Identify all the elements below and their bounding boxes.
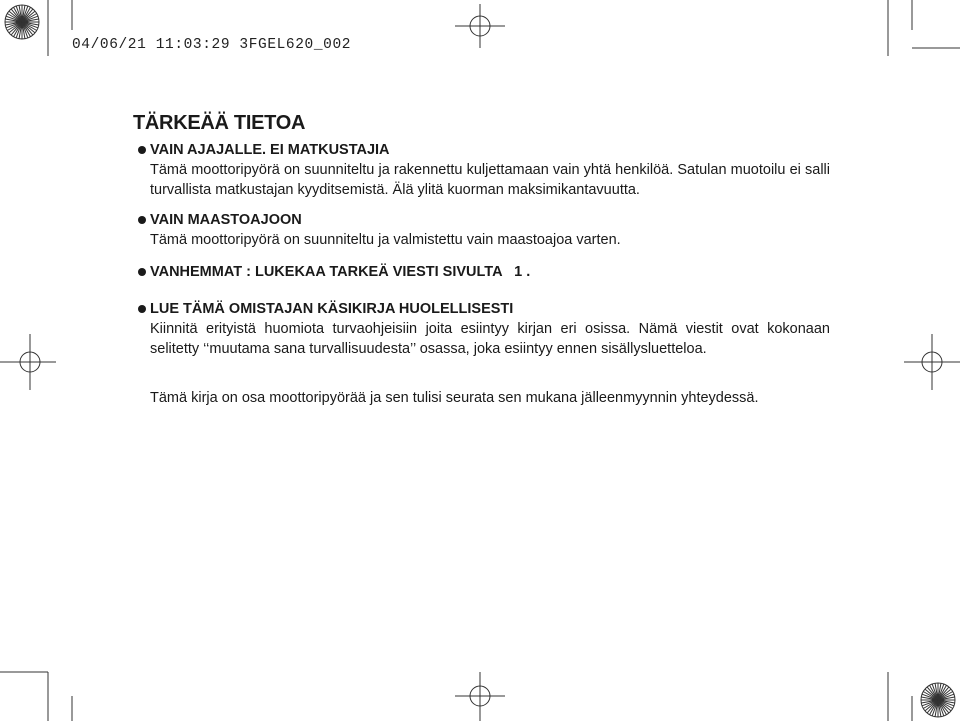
bullet-icon <box>138 146 146 154</box>
notice-parents <box>150 262 830 282</box>
registration-starburst-top-left <box>5 5 39 39</box>
registration-starburst-bottom-right <box>921 683 955 717</box>
notice-heading <box>150 299 830 319</box>
page-title: TÄRKEÄÄ TIETOA <box>133 112 306 134</box>
footer-note-block <box>150 388 830 408</box>
print-header-line: 04/06/21 11:03:29 3FGEL620_002 <box>72 37 352 53</box>
notice-heading <box>150 210 830 230</box>
notice-passenger <box>150 140 830 200</box>
notice-heading-text: VAIN AJAJALLE. EI MATKUSTAJIA <box>150 142 390 158</box>
notice-heading-text: VAIN MAASTOAJOON <box>150 212 302 228</box>
notice-heading-text: LUE TÄMÄ OMISTAJAN KÄSIKIRJA HUOLELLISESTI <box>150 301 514 317</box>
notice-heading <box>150 262 830 282</box>
notice-read-manual <box>150 299 830 359</box>
registration-target-left <box>0 334 56 390</box>
bullet-icon <box>138 216 146 224</box>
notice-text: Tämä moottoripyörä on suunniteltu ja valmistettu vain maastoajoa varten. <box>150 232 621 248</box>
notice-offroad <box>150 210 830 250</box>
notice-text: Kiinnitä erityistä huomiota turvaohjeisiin joita esiintyy kirjan eri osissa. Nämä viestit ovat kokonaan selitetty ‘‘muutama sana turvallisuudesta’’ osassa, joka esiintyy ennen sisällysluetteloa. <box>150 321 830 357</box>
notice-text: Tämä moottoripyörä on suunniteltu ja rakennettu kuljettamaan vain yhtä henkilöä. Satulan muotoilu ei salli turvallista matkustajan kyyditsemistä. Älä ylitä kuorman maksimikantavuutta. <box>150 162 830 198</box>
registration-target-bottom-center <box>455 672 505 721</box>
footer-note: Tämä kirja on osa moottoripyörää ja sen tulisi seurata sen mukana jälleenmyynnin yhteydessä. <box>150 390 759 406</box>
registration-target-right <box>904 334 960 390</box>
bullet-icon <box>138 305 146 313</box>
registration-target-top-center <box>455 4 505 48</box>
notice-heading <box>150 140 830 160</box>
bullet-icon <box>138 268 146 276</box>
notice-heading-text: VANHEMMAT : LUKEKAA TARKEÄ VIESTI SIVULTA 1 . <box>150 264 531 280</box>
